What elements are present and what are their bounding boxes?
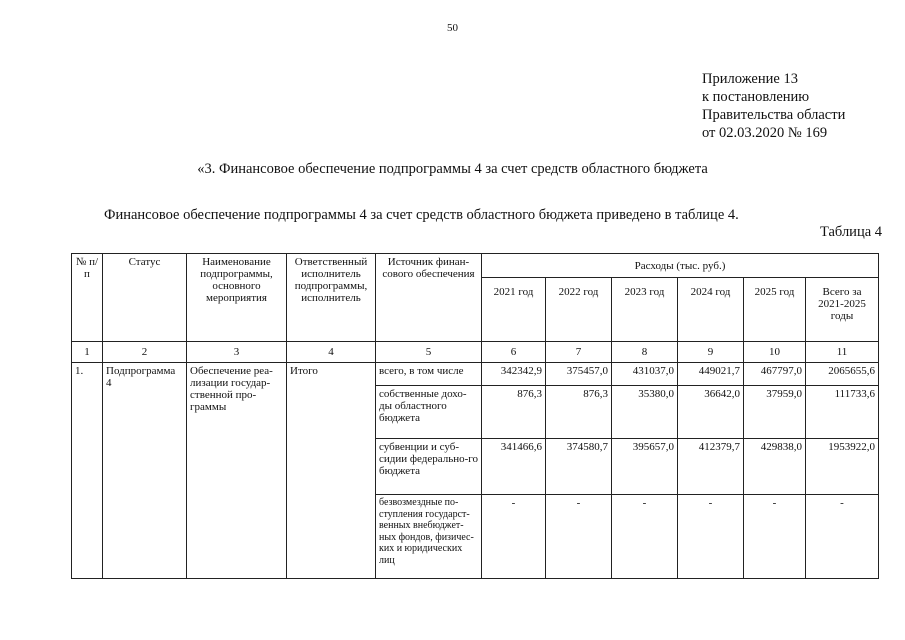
value-cell: 36642,0: [678, 386, 744, 439]
column-index: 2: [103, 342, 187, 363]
value-cell: -: [744, 495, 806, 579]
row-executor: Итого: [287, 363, 376, 579]
value-cell: -: [612, 495, 678, 579]
value-cell: 449021,7: [678, 363, 744, 386]
value-cell: 412379,7: [678, 439, 744, 495]
appendix-line: от 02.03.2020 № 169: [702, 125, 828, 141]
section-heading: «3. Финансовое обеспечение подпрограммы 4 за счет средств областного бюджета: [197, 161, 708, 177]
column-index: 10: [744, 342, 806, 363]
value-cell: 35380,0: [612, 386, 678, 439]
value-cell: 375457,0: [546, 363, 612, 386]
value-cell: 876,3: [546, 386, 612, 439]
header-expenses: Расходы (тыс. руб.): [482, 254, 879, 278]
column-index: 6: [482, 342, 546, 363]
value-cell: -: [482, 495, 546, 579]
appendix-block: [702, 70, 845, 142]
value-cell: 429838,0: [744, 439, 806, 495]
intro-paragraph: Финансовое обеспечение подпрограммы 4 за счет средств областного бюджета приведено в таблице 4.: [104, 207, 739, 223]
column-index: 8: [612, 342, 678, 363]
row-status: Подпрограмма 4: [103, 363, 187, 579]
value-cell: -: [806, 495, 879, 579]
value-cell: 1953922,0: [806, 439, 879, 495]
source-label: субвенции и суб-сидии федерально-го бюджета: [376, 439, 482, 495]
header-status: Статус: [103, 254, 187, 342]
header-year: 2025 год: [744, 278, 806, 342]
row-num: 1.: [72, 363, 103, 579]
appendix-line: Приложение 13: [702, 71, 798, 87]
value-cell: 374580,7: [546, 439, 612, 495]
header-name: Наименование подпрограммы, основного мероприятия: [187, 254, 287, 342]
column-index: 1: [72, 342, 103, 363]
financing-table: [71, 253, 879, 579]
value-cell: 2065655,6: [806, 363, 879, 386]
value-cell: -: [546, 495, 612, 579]
header-year: 2022 год: [546, 278, 612, 342]
header-year: 2024 год: [678, 278, 744, 342]
table-label: Таблица 4: [820, 224, 883, 240]
column-index: 9: [678, 342, 744, 363]
row-name: Обеспечение реа-лизации государ-ственной про-граммы: [187, 363, 287, 579]
value-cell: 395657,0: [612, 439, 678, 495]
appendix-line: Правительства области: [702, 107, 846, 123]
value-cell: 111733,6: [806, 386, 879, 439]
value-cell: 342342,9: [482, 363, 546, 386]
header-year: 2021 год: [482, 278, 546, 342]
header-total: Всего за 2021-2025 годы: [806, 278, 879, 342]
table-row: [72, 363, 879, 386]
table-header-row: [72, 254, 879, 278]
column-index-row: [72, 342, 879, 363]
source-label: всего, в том числе: [376, 363, 482, 386]
appendix-line: к постановлению: [702, 89, 810, 105]
value-cell: -: [678, 495, 744, 579]
value-cell: 431037,0: [612, 363, 678, 386]
value-cell: 876,3: [482, 386, 546, 439]
source-label: безвозмездные по-ступления государст-венных внебюджет-ных фондов, физичес-ких и юридических лиц: [376, 495, 482, 579]
header-num: № п/п: [72, 254, 103, 342]
source-label: собственные дохо-ды областного бюджета: [376, 386, 482, 439]
value-cell: 37959,0: [744, 386, 806, 439]
column-index: 11: [806, 342, 879, 363]
value-cell: 467797,0: [744, 363, 806, 386]
page-number: 50: [447, 22, 458, 34]
header-source: Источник финан-сового обеспечения: [376, 254, 482, 342]
header-year: 2023 год: [612, 278, 678, 342]
value-cell: 341466,6: [482, 439, 546, 495]
column-index: 3: [187, 342, 287, 363]
column-index: 7: [546, 342, 612, 363]
header-executor: Ответственный исполнитель подпрограммы, исполнитель: [287, 254, 376, 342]
column-index: 4: [287, 342, 376, 363]
column-index: 5: [376, 342, 482, 363]
